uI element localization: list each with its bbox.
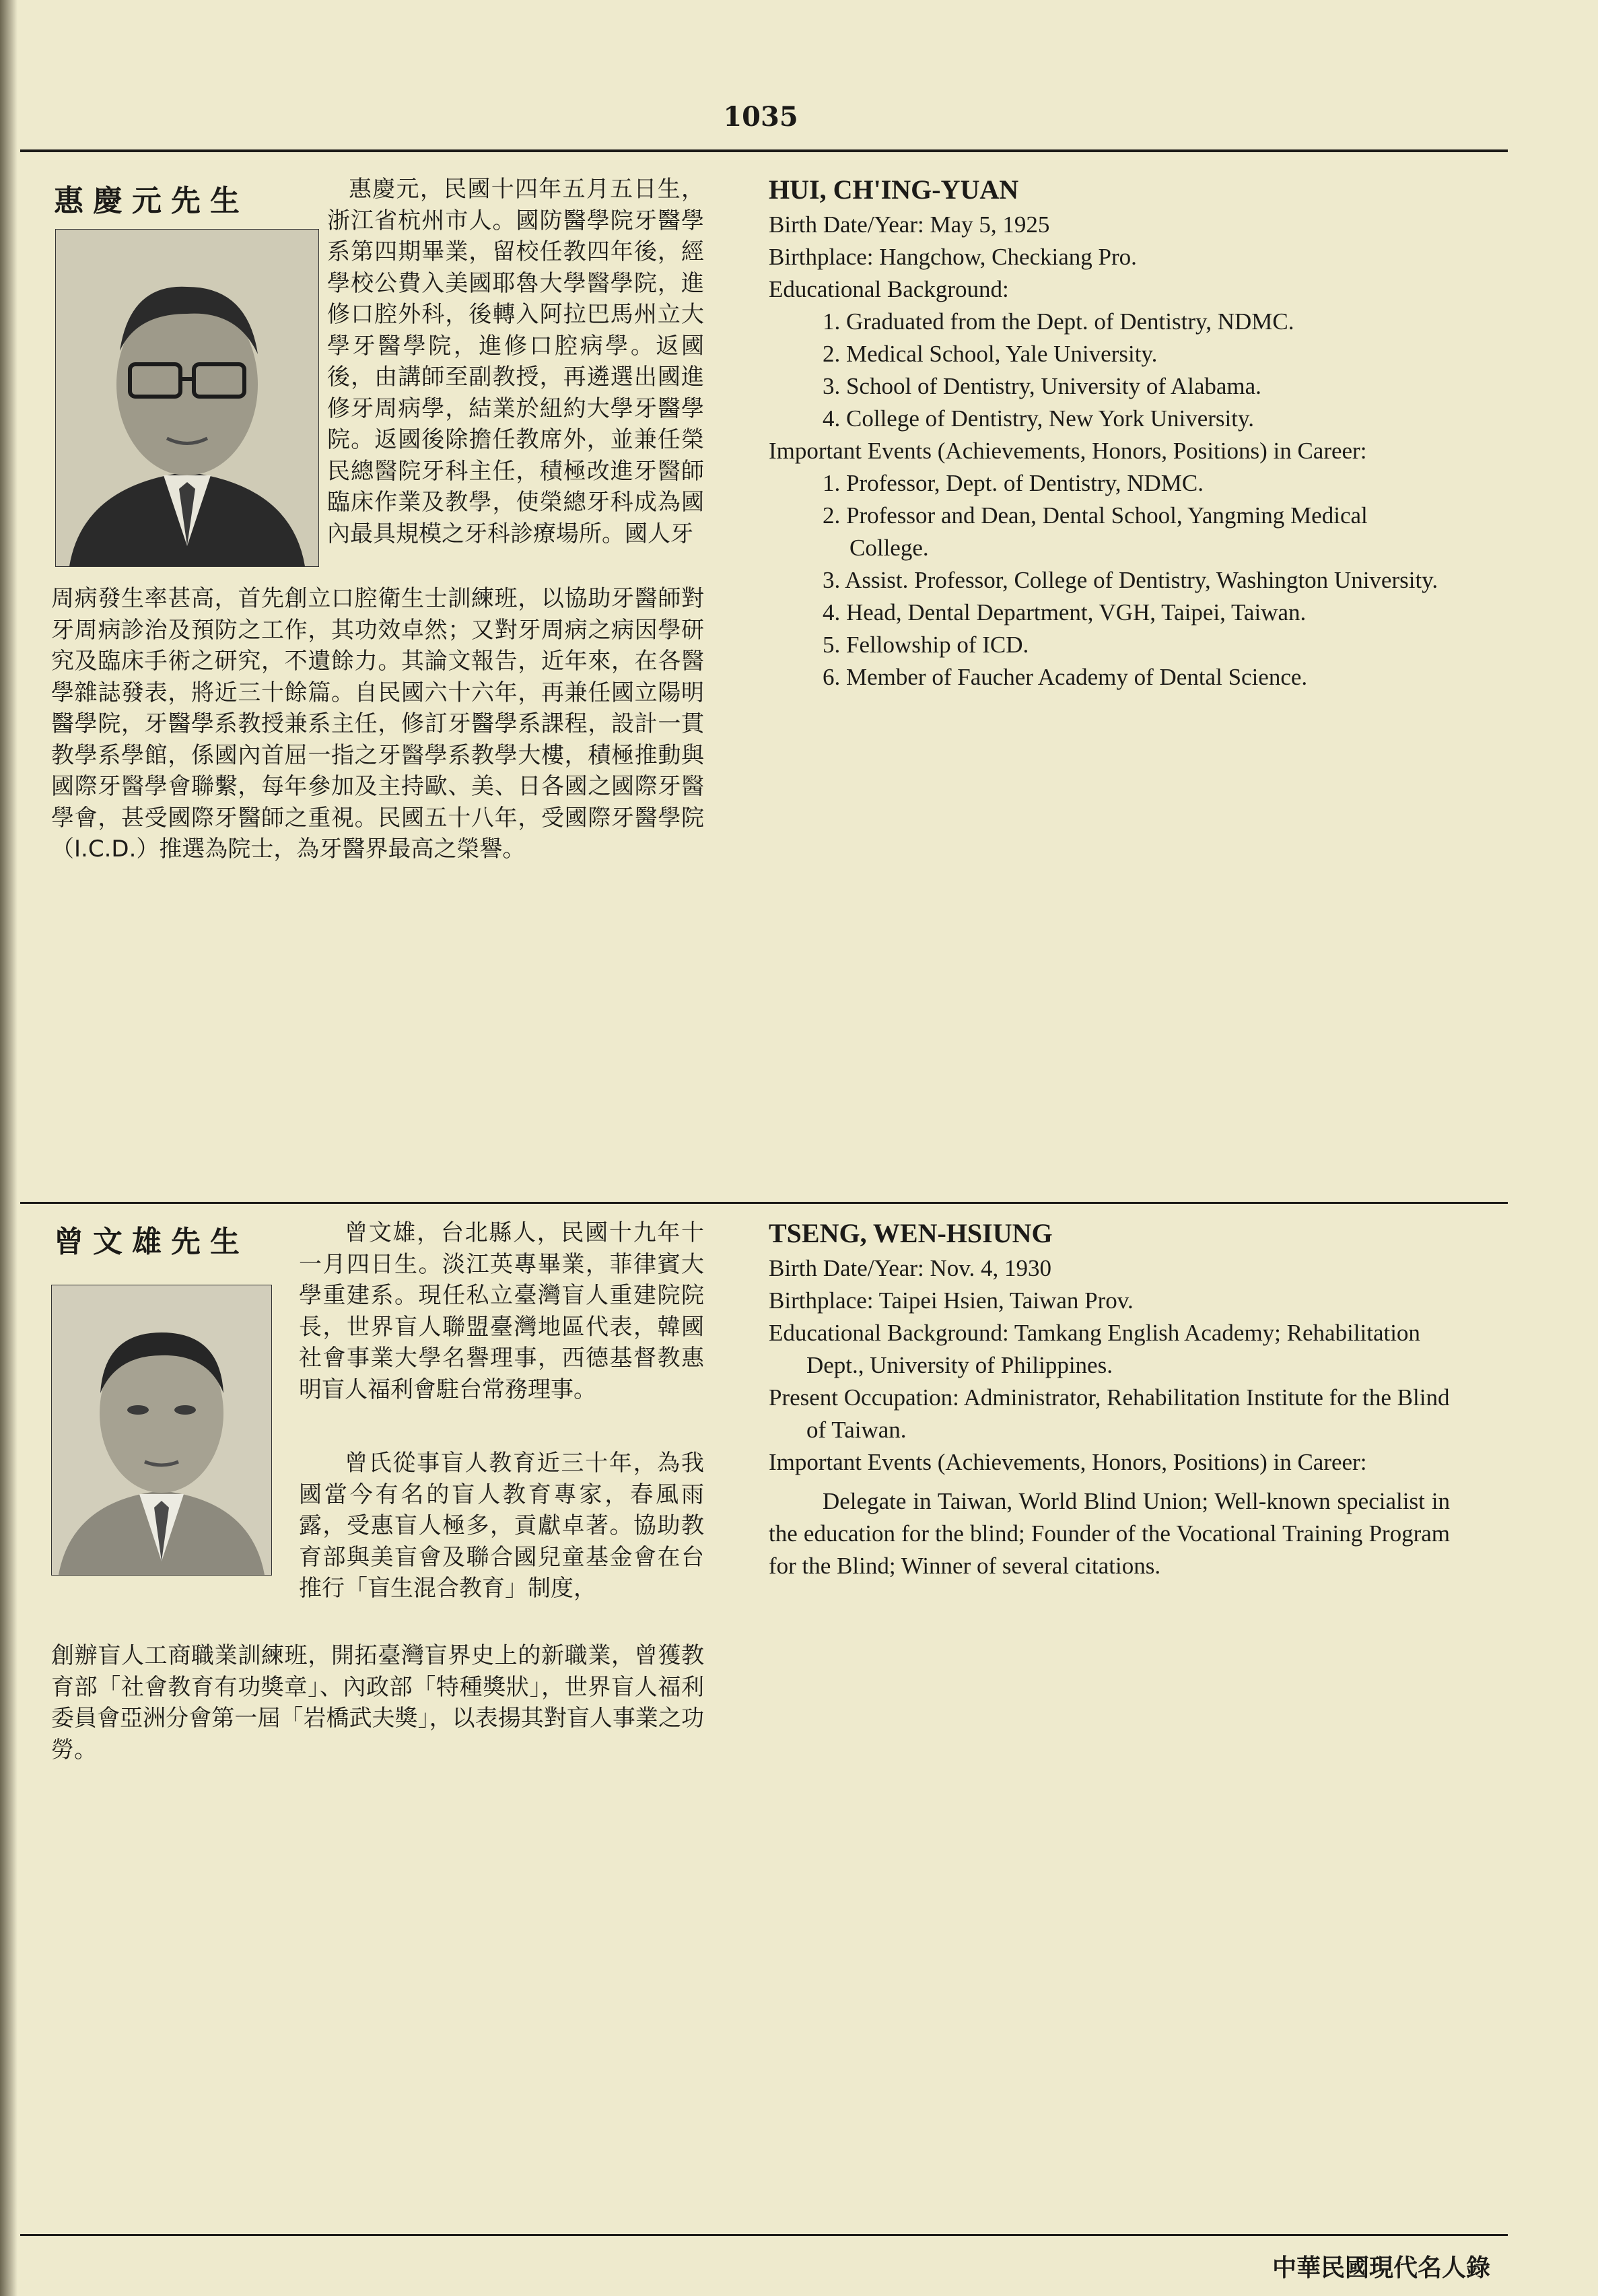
entry-2-chinese-bio-top: 曾文雄，台北縣人，民國十九年十一月四日生。淡江英專畢業，菲律賓大學重建系。現任私立臺灣盲人重建院院長，世界盲人聯盟臺灣地區代表，韓國社會事業大學名譽理事，西德基督教惠明盲人福利會駐台常務理事。 xyxy=(299,1219,704,1403)
section-divider-rule xyxy=(20,1202,1508,1204)
entry-1-english-block xyxy=(769,174,1450,694)
list-item: 3. Assist. Professor, College of Dentistry, Washington University. xyxy=(823,567,1438,593)
portrait-illustration xyxy=(56,230,318,566)
list-item: 3. School of Dentistry, University of Alabama. xyxy=(823,373,1261,399)
list-item: 6. Member of Faucher Academy of Dental Science. xyxy=(823,664,1308,690)
entry-1-events-list xyxy=(769,467,1450,694)
entry-2-events-text: Delegate in Taiwan, World Blind Union; Well-known specialist in the education for the blind; Founder of the Vocational Training Program for the Blind; Winner of several citations. xyxy=(769,1488,1450,1579)
entry-2-education: Educational Background: Tamkang English Academy; Rehabilitation Dept., University of Philippines. xyxy=(769,1320,1420,1378)
entry-1-events-label: Important Events (Achievements, Honors, Positions) in Career: xyxy=(769,438,1367,464)
entry-1-birth-date: Birth Date/Year: May 5, 1925 xyxy=(769,211,1050,238)
list-item: 5. Fellowship of ICD. xyxy=(823,632,1029,658)
list-item: 4. College of Dentistry, New York University. xyxy=(823,405,1254,432)
entry-2-occupation: Present Occupation: Administrator, Rehabilitation Institute for the Blind of Taiwan. xyxy=(769,1384,1450,1443)
list-item: 4. Head, Dental Department, VGH, Taipei, Taiwan. xyxy=(823,599,1307,626)
entry-2-chinese-bio-bottom: 創辦盲人工商職業訓練班，開拓臺灣盲界史上的新職業，曾獲教育部「社會教育有功獎章」、內政部「特種獎狀」，世界盲人福利委員會亞洲分會第一屆「岩橋武夫獎」，以表揚其對盲人事業之功勞。 xyxy=(51,1642,704,1763)
top-rule xyxy=(20,149,1508,152)
list-item: 1. Professor, Dept. of Dentistry, NDMC. xyxy=(823,470,1204,496)
entry-2-chinese-name: 曾文雄先生 xyxy=(54,1225,249,1259)
entry-2-birth-date: Birth Date/Year: Nov. 4, 1930 xyxy=(769,1255,1051,1281)
entry-1-portrait-photo xyxy=(55,229,319,567)
entry-1-education-label: Educational Background: xyxy=(769,276,1009,302)
entry-2-english-name: TSENG, WEN-HSIUNG xyxy=(769,1218,1053,1248)
book-spine-shadow xyxy=(0,0,18,2296)
bottom-rule xyxy=(20,2234,1508,2236)
page-number: 1035 xyxy=(723,101,798,133)
entry-1-chinese-name: 惠慶元先生 xyxy=(54,184,249,218)
entry-2-events-label: Important Events (Achievements, Honors, Positions) in Career: xyxy=(769,1449,1367,1475)
entry-1-chinese-bio-top: 惠慶元，民國十四年五月五日生，浙江省杭州市人。國防醫學院牙醫學系第四期畢業，留校任教四年後，經學校公費入美國耶魯大學醫學院，進修口腔外科，後轉入阿拉巴馬州立大學牙醫學院，進修口腔病學。返國後，由講師至副教授，再遴選出國進修牙周病學，結業於紐約大學牙醫學院。返國後除擔任教席外，並兼任榮民總醫院牙科主任，積極改進牙醫師臨床作業及教學，使榮總牙科成為國內最具規模之牙科診療場所。國人牙 xyxy=(327,176,704,547)
entry-1-education-list xyxy=(769,306,1450,435)
entry-1-english-name: HUI, CH'ING-YUAN xyxy=(769,174,1019,205)
entry-2-portrait-photo xyxy=(51,1285,272,1576)
entry-1-birthplace: Birthplace: Hangchow, Checkiang Pro. xyxy=(769,244,1137,270)
list-item: 1. Graduated from the Dept. of Dentistry, NDMC. xyxy=(823,308,1294,335)
portrait-illustration xyxy=(52,1285,271,1575)
entry-2-chinese-bio-middle: 曾氏從事盲人教育近三十年，為我國當今有名的盲人教育專家，春風雨露，受惠盲人極多，貢獻卓著。協助教育部與美盲會及聯合國兒童基金會在台推行「盲生混合教育」制度， xyxy=(299,1450,704,1602)
entry-1-chinese-bio-bottom: 周病發生率甚高，首先創立口腔衛生士訓練班，以協助牙醫師對牙周病診治及預防之工作，其功效卓然；又對牙周病之病因學研究及臨床手術之研究，不遺餘力。其論文報告，近年來，在各醫學雜誌發表，將近三十餘篇。自民國六十六年，再兼任國立陽明醫學院，牙醫學系教授兼系主任，修訂牙醫學系課程，設計一貫教學系學館，係國內首屈一指之牙醫學系教學大樓，積極推動與國際牙醫學會聯繫，每年參加及主持歐、美、日各國之國際牙醫學會，甚受國際牙醫師之重視。民國五十八年，受國際牙醫學院（I.C.D.）推選為院士，為牙醫界最高之榮譽。 xyxy=(51,585,704,863)
list-item: 2. Medical School, Yale University. xyxy=(823,341,1158,367)
list-item: 2. Professor and Dean, Dental School, Yangming Medical College. xyxy=(823,502,1368,561)
entry-2-english-block xyxy=(769,1217,1450,1582)
entry-2-birthplace: Birthplace: Taipei Hsien, Taiwan Prov. xyxy=(769,1287,1134,1314)
running-footer: 中華民國現代名人錄 xyxy=(1272,2254,1490,2282)
